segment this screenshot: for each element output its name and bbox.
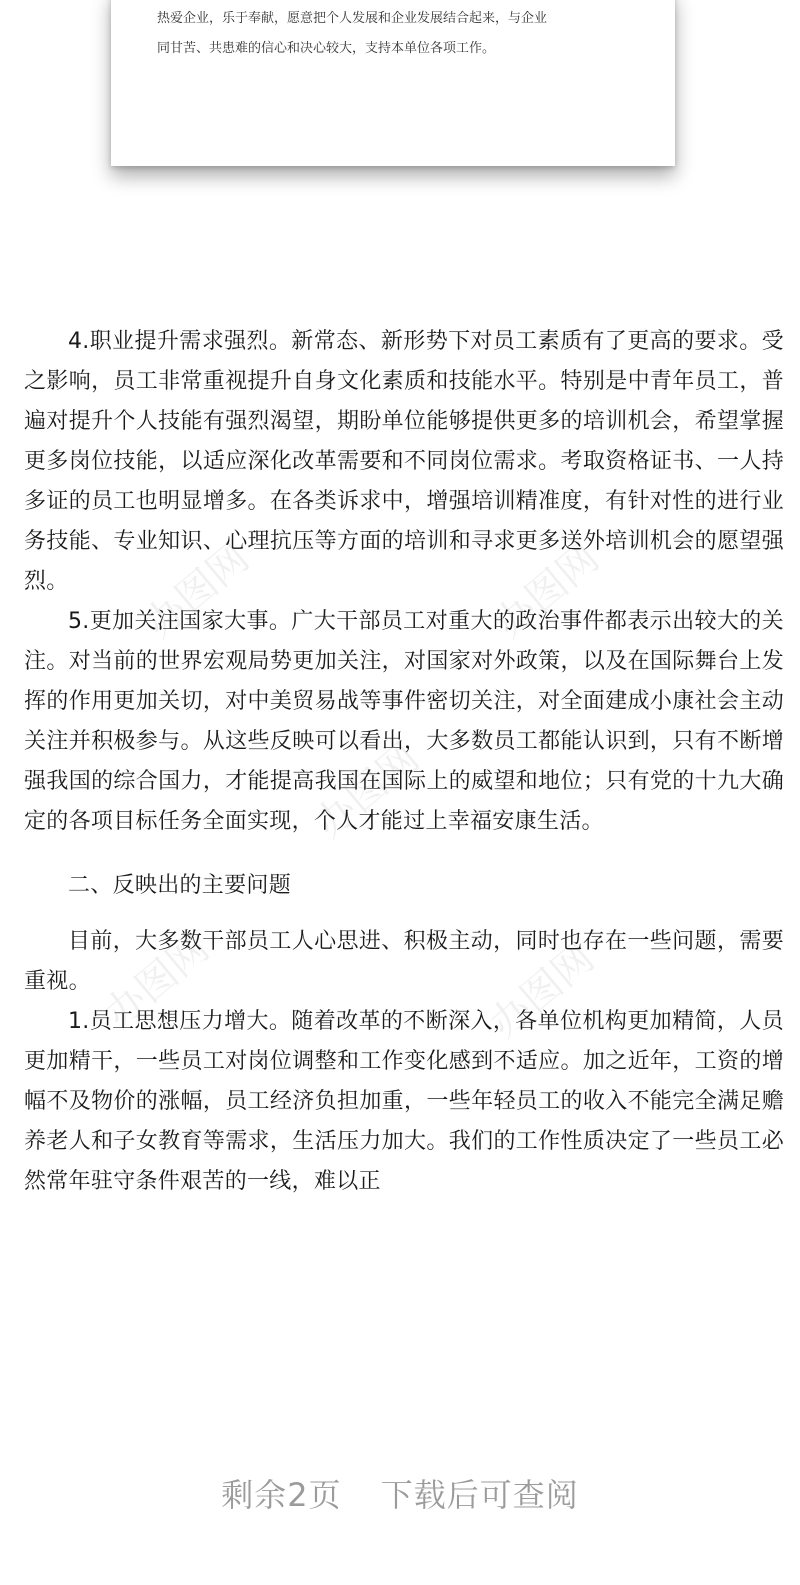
paragraph-4: 4.职业提升需求强烈。新常态、新形势下对员工素质有了更高的要求。受之影响，员工非常重视提升自身文化素质和技能水平。特别是中青年员工，普遍对提升个人技能有强烈渴望，期盼单位能够提供更多的培训机会，希望掌握更多岗位技能，以适应深化改革需要和不同岗位需求。考取资格证书、一人持多证的员工也明显增多。在各类诉求中，增强培训精准度，有针对性的进行业务技能、专业知识、心理抗压等方面的培训和寻求更多送外培训机会的愿望强烈。 (24, 329, 784, 594)
watermark: 办图网 (96, 924, 218, 1038)
card-line: 热爱企业，乐于奉献，愿意把个人发展和企业发展结合起来，与企业 (157, 11, 548, 26)
paragraph-5: 5.更加关注国家大事。广大干部员工对重大的政治事件都表示出较大的关注。对当前的世界宏观局势更加关注，对国家对外政策，以及在国际舞台上发挥的作用更加关切，对中美贸易战等事件密切关注，对全面建成小康社会主动关注并积极参与。从这些反映可以看出，大多数员工都能认识到，只有不断增强我国的综合国力，才能提高我国在国际上的威望和地位；只有党的十九大确定的各项目标任务全面实现，个人才能过上幸福安康生活。 (24, 609, 784, 834)
download-label[interactable]: 下载后可查阅 (380, 1476, 579, 1514)
watermark: 办图网 (306, 734, 428, 848)
watermark: 办图网 (136, 534, 258, 648)
previous-page-card (111, 0, 675, 166)
watermark: 办图网 (481, 934, 603, 1048)
intro-paragraph: 目前，大多数干部员工人心思进、积极主动，同时也存在一些问题，需要重视。 (24, 929, 784, 994)
section-heading: 二、反映出的主要问题 (68, 873, 292, 898)
download-prompt[interactable] (0, 1470, 800, 1516)
remaining-pages-label: 剩余2页 (221, 1476, 342, 1514)
paragraph-1: 1.员工思想压力增大。随着改革的不断深入，各单位机构更加精简，人员更加精干，一些员工对岗位调整和工作变化感到不适应。加之近年，工资的增幅不及物价的涨幅，员工经济负担加重，一些年轻员工的收入不能完全满足赡养老人和子女教育等需求，生活压力加大。我们的工作性质决定了一些员工必然常年驻守条件艰苦的一线，难以正 (24, 1009, 784, 1194)
card-line: 同甘苦、共患难的信心和决心较大，支持本单位各项工作。 (157, 41, 496, 56)
card-text (157, 4, 637, 64)
document-body (24, 322, 784, 1202)
watermark: 办图网 (486, 534, 608, 648)
